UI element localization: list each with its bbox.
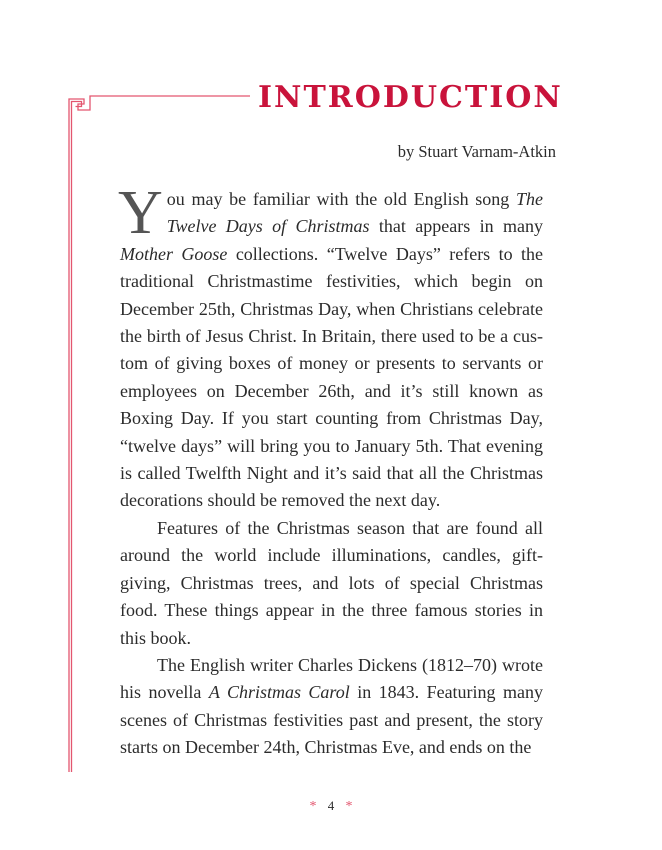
paragraph-3-text-b: in 1843. Featuring many scenes of Christmas festivities past and present, the story starts on December 24th, Christmas Eve, and ends on the: [120, 682, 543, 758]
drop-cap: Y: [118, 179, 163, 247]
star-ornament-right: *: [345, 799, 353, 814]
author-byline: by Stuart Varnam-Atkin: [397, 142, 556, 161]
paragraph-3: [120, 652, 543, 762]
page-number: 4: [327, 798, 335, 813]
novella-title: A Christmas Carol: [208, 682, 350, 703]
page-footer: [0, 798, 662, 815]
star-ornament-left: *: [309, 799, 317, 814]
paragraph-1: [118, 179, 544, 515]
paragraph-2: Features of the Christmas season that are found all around the world include illuminations, candles, gift-giving, Christmas trees, and lots of special Christmas food. These things appear in the three famous stories in this book.: [120, 517, 543, 648]
page-title: INTRODUCTION: [258, 80, 563, 115]
paragraph-3-text-a: The English writer Charles Dickens (1812–70) wrote his novella: [120, 654, 543, 703]
song-title: The Twelve Days of Christmas: [166, 189, 543, 237]
collection-title: Mother Goose: [120, 243, 228, 264]
paragraph-1-text-a: ou may be familiar with the old English song: [166, 189, 516, 209]
paragraph-1-text-b: that appears in many: [369, 216, 543, 237]
paragraph-1-text-c: collections. “Twelve Days” refers to the traditional Christmastime festivities, which begin on December 25th, Christmas Day, when Christians celebrate the birth of Jesus Christ. In Britain, there used to be a custom of giving boxes of money or presents to servants or employees on December 26th, and it’s still known as Boxing Day. If you start counting from Christmas Day, “twelve days” will bring you to January 5th. That evening is called Twelfth Night and it’s said that all the Christmas decorations should be removed the next day.: [120, 243, 544, 511]
body-text: [118, 179, 544, 762]
